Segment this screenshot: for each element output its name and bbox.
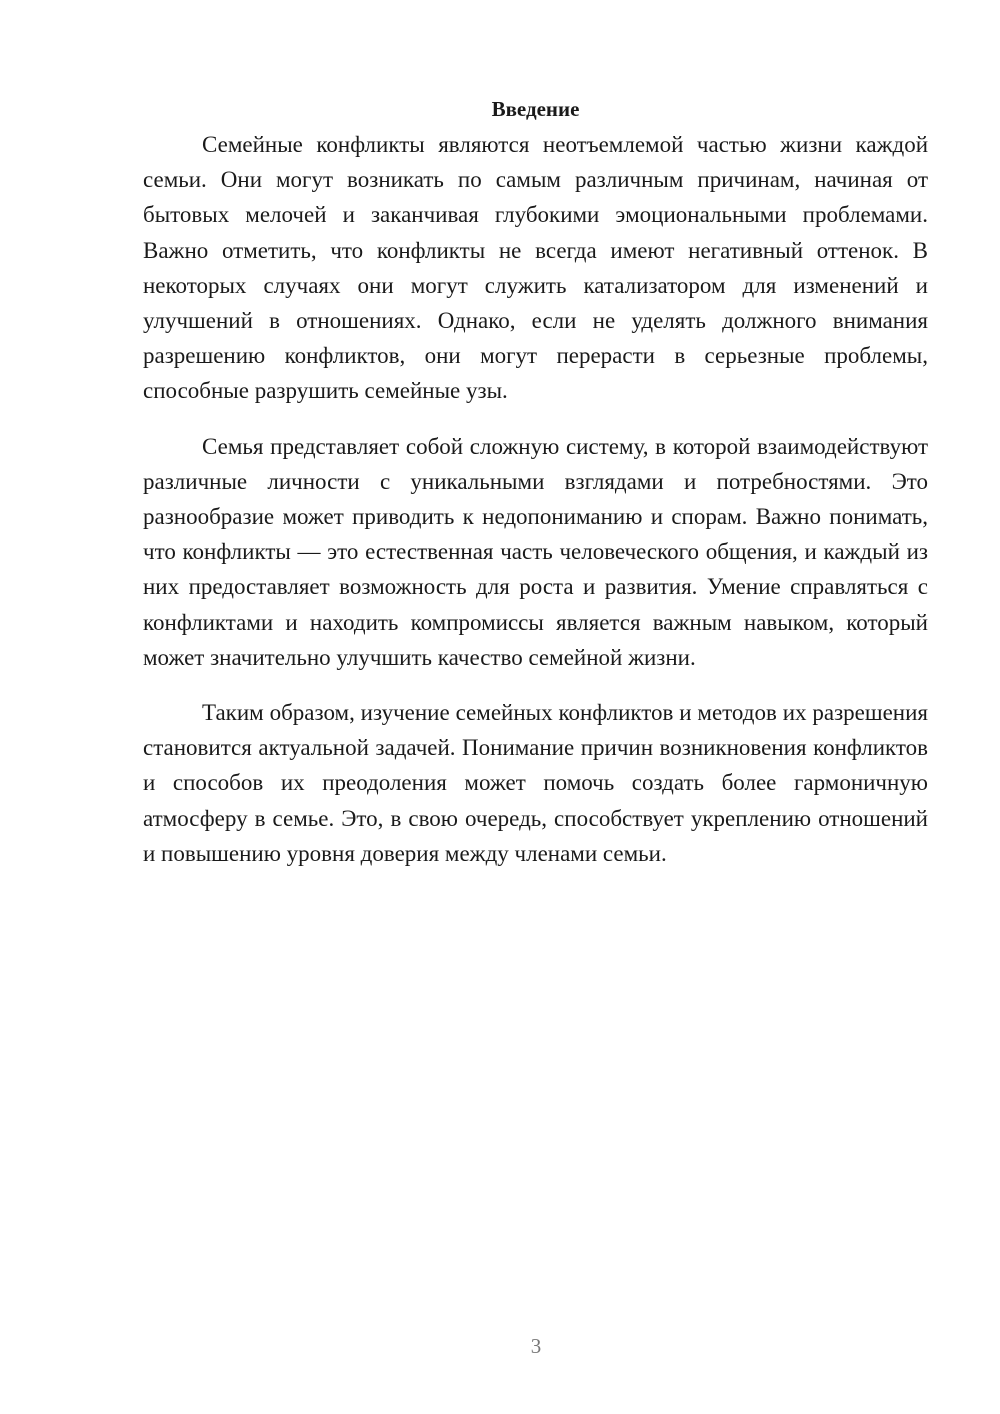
paragraph-2: Семья представляет собой сложную систему, в которой взаимодействуют различные личности с уникальными взглядами и потребностями. Это разнообразие может приводить к недопониманию и спорам. Важно понимать, что конфликты — это естественная часть человеческого общения, и каждый из них предоставляет возможность для роста и развития. Умение справляться с конфликтами и находить компромиссы является важным навыком, который может значительно улучшить качество семейной жизни.: [143, 433, 928, 670]
paragraph-3: Таким образом, изучение семейных конфликтов и методов их разрешения становится актуальной задачей. Понимание причин возникновения конфликтов и способов их преодоления может помочь создать более гармоничную атмосферу в семье. Это, в свою очередь, способствует укреплению отношений и повышению уровня доверия между членами семьи.: [143, 700, 928, 866]
page-content: [143, 92, 928, 871]
section-heading: Введение: [491, 97, 580, 121]
paragraph-1: Семейные конфликты являются неотъемлемой частью жизни каждой семьи. Они могут возникать по самым различным причинам, начиная от бытовых мелочей и заканчивая глубокими эмоциональными проблемами. Важно отметить, что конфликты не всегда имеют негативный оттенок. В некоторых случаях они могут служить катализатором для изменений и улучшений в отношениях. Однако, если не уделять должного внимания разрешению конфликтов, они могут перерасти в серьезные проблемы, способные разрушить семейные узы.: [143, 132, 928, 404]
page-number: 3: [530, 1334, 542, 1358]
